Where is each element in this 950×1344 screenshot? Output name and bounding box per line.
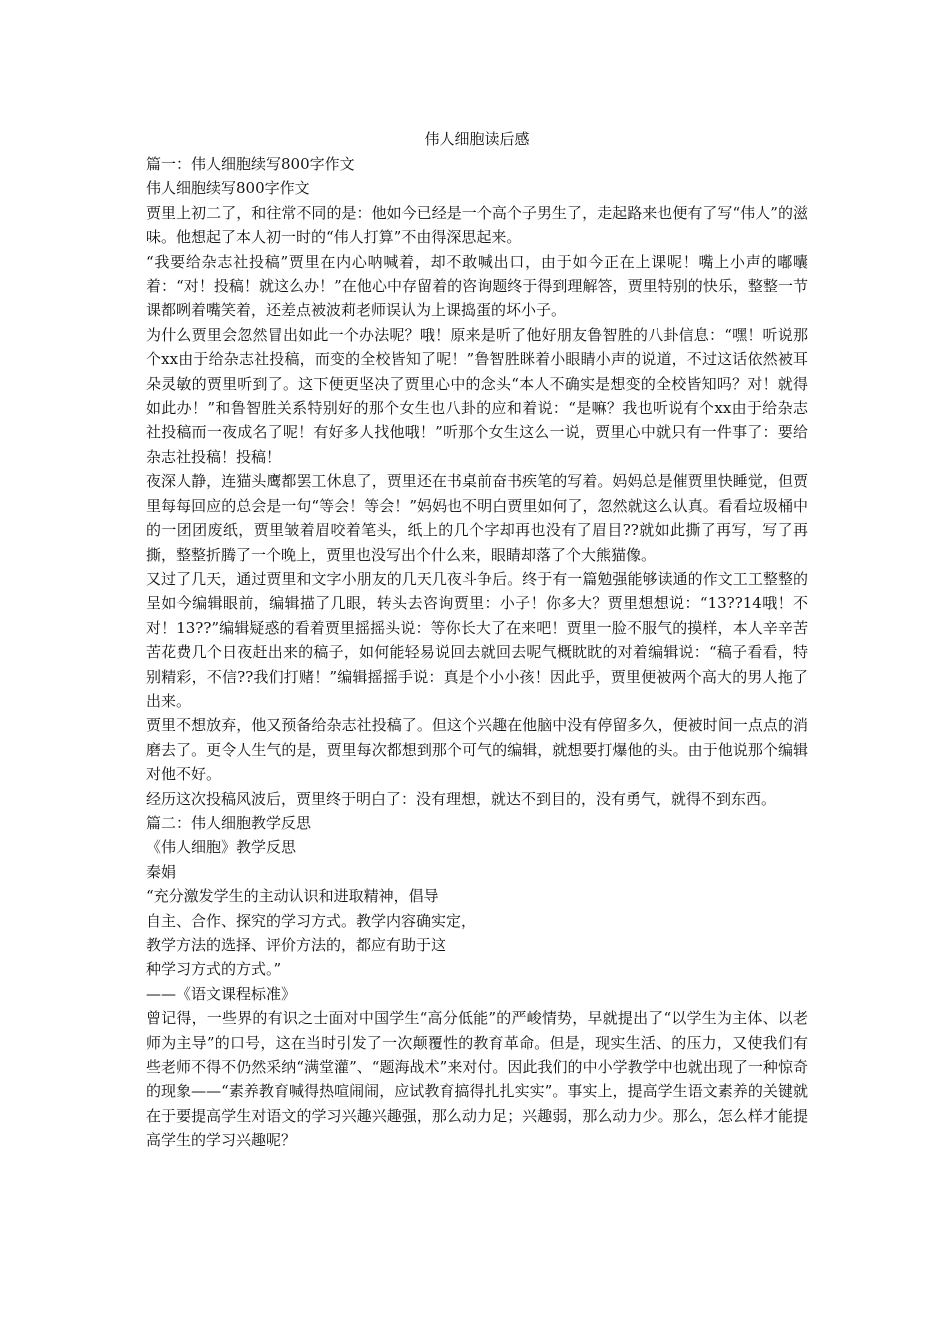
section-title: 《伟人细胞》教学反思	[146, 838, 297, 857]
document-page	[146, 126, 808, 1153]
author-name: 秦娟	[146, 862, 177, 881]
quote-line: 种学习方式的方式。”	[146, 960, 282, 979]
document-title: 伟人细胞读后感	[424, 130, 530, 148]
paragraph: 篇一：伟人细胞续写800字作文	[146, 155, 355, 173]
quote-line: “充分激发学生的主动认识和进取精神，倡导	[146, 887, 439, 906]
paragraph: 为什么贾里会忽然冒出如此一个办法呢？哦！原来是听了他好朋友鲁智胜的八卦信息：“嘿！听说那个xx由于给杂志社投稿，而变的全校皆知了呢！”鲁智胜眯着小眼睛小声的说道，不过这话依然被耳朵灵敏的贾里听到了。这下便更坚决了贾里心中的念头“本人不确实是想变的全校皆知吗？对！就得如此办！”和鲁智胜关系特别好的那个女生也八卦的应和着说：“是嘛？我也听说有个xx由于给杂志社投稿而一夜成名了呢！有好多人找他哦！”听那个女生这么一说，贾里心中就只有一件事了：要给杂志社投稿！投稿！	[146, 325, 808, 466]
paragraph: 曾记得，一些界的有识之士面对中国学生“高分低能”的严峻情势，早就提出了“以学生为主体、以老师为主导”的口号，这在当时引发了一次颠覆性的教育革命。但是，现实生活、的压力，又使我们有些老师不得不仍然采纳“满堂灌”、“题海战术”来对付。因此我们的中小学教学中也就出现了一种惊奇的现象——“素养教育喊得热喧闹闹，应试教育搞得扎扎实实”。事实上，提高学生语文素养的关键就在于要提高学生对语文的学习兴趣兴趣强，那么动力足；兴趣弱，那么动力少。那么，怎么样才能提高学生的学习兴趣呢？	[146, 1009, 808, 1150]
quote-source: ——《语文课程标准》	[146, 984, 297, 1003]
quote-line: 教学方法的选择、评价方法的，都应有助于这	[146, 936, 447, 954]
paragraph: 夜深人静，连猫头鹰都罢工休息了，贾里还在书桌前奋书疾笔的写着。妈妈总是催贾里快睡觉，但贾里每每回应的总会是一句“等会！等会！”妈妈也不明白贾里如何了，忽然就这么认真。看看垃圾桶中的一团团废纸，贾里皱着眉咬着笔头，纸上的几个字却再也没有了眉目??就如此撕了再写，写了再撕，整整折腾了一个晚上，贾里也没写出个什么来，眼睛却落了个大熊猫像。	[146, 472, 808, 564]
paragraph: 经历这次投稿风波后，贾里终于明白了：没有理想，就达不到目的，没有勇气，就得不到东西。	[146, 789, 777, 808]
paragraph: “我要给杂志社投稿”贾里在内心呐喊着，却不敢喊出口，由于如今正在上课呢！嘴上小声的嘟囔着：“对！投稿！就这么办！”在他心中存留着的咨询题终于得到理解答，贾里特别的快乐，整整一节课都咧着嘴笑着，还差点被波莉老师误认为上课捣蛋的坏小子。	[146, 252, 808, 320]
quote-line: 自主、合作、探究的学习方式。教学内容确实定，	[146, 911, 477, 930]
paragraph: 贾里不想放弃，他又预备给杂志社投稿了。但这个兴趣在他脑中没有停留多久，便被时间一点点的消磨去了。更令人生气的是，贾里每次都想到那个可气的编辑，就想要打爆他的头。由于他说那个编辑对他不好。	[146, 716, 808, 784]
paragraph: 又过了几天，通过贾里和文字小朋友的几天几夜斗争后。终于有一篇勉强能够读通的作文工工整整的呈如今编辑眼前，编辑描了几眼，转头去咨询贾里：小子！你多大？贾里想想说：“13??14哦！不对！13??”编辑疑惑的看着贾里摇摇头说：等你长大了在来吧！贾里一脸不服气的摸样，本人辛辛苦苦花费几个日夜赶出来的稿子，如何能轻易说回去就回去呢气概眈眈的对着编辑说：“稿子看看，特别精彩，不信??我们打赌！”编辑摇摇手说：真是个小小孩！因此乎，贾里便被两个高大的男人拖了出来。	[146, 569, 808, 710]
paragraph: 伟人细胞续写800字作文	[146, 179, 310, 198]
paragraph: 贾里上初二了，和往常不同的是：他如今已经是一个高个子男生了，走起路来也便有了写“伟人”的滋味。他想起了本人初一时的“伟人打算”不由得深思起来。	[146, 203, 808, 247]
section-heading: 篇二：伟人细胞教学反思	[146, 813, 312, 832]
